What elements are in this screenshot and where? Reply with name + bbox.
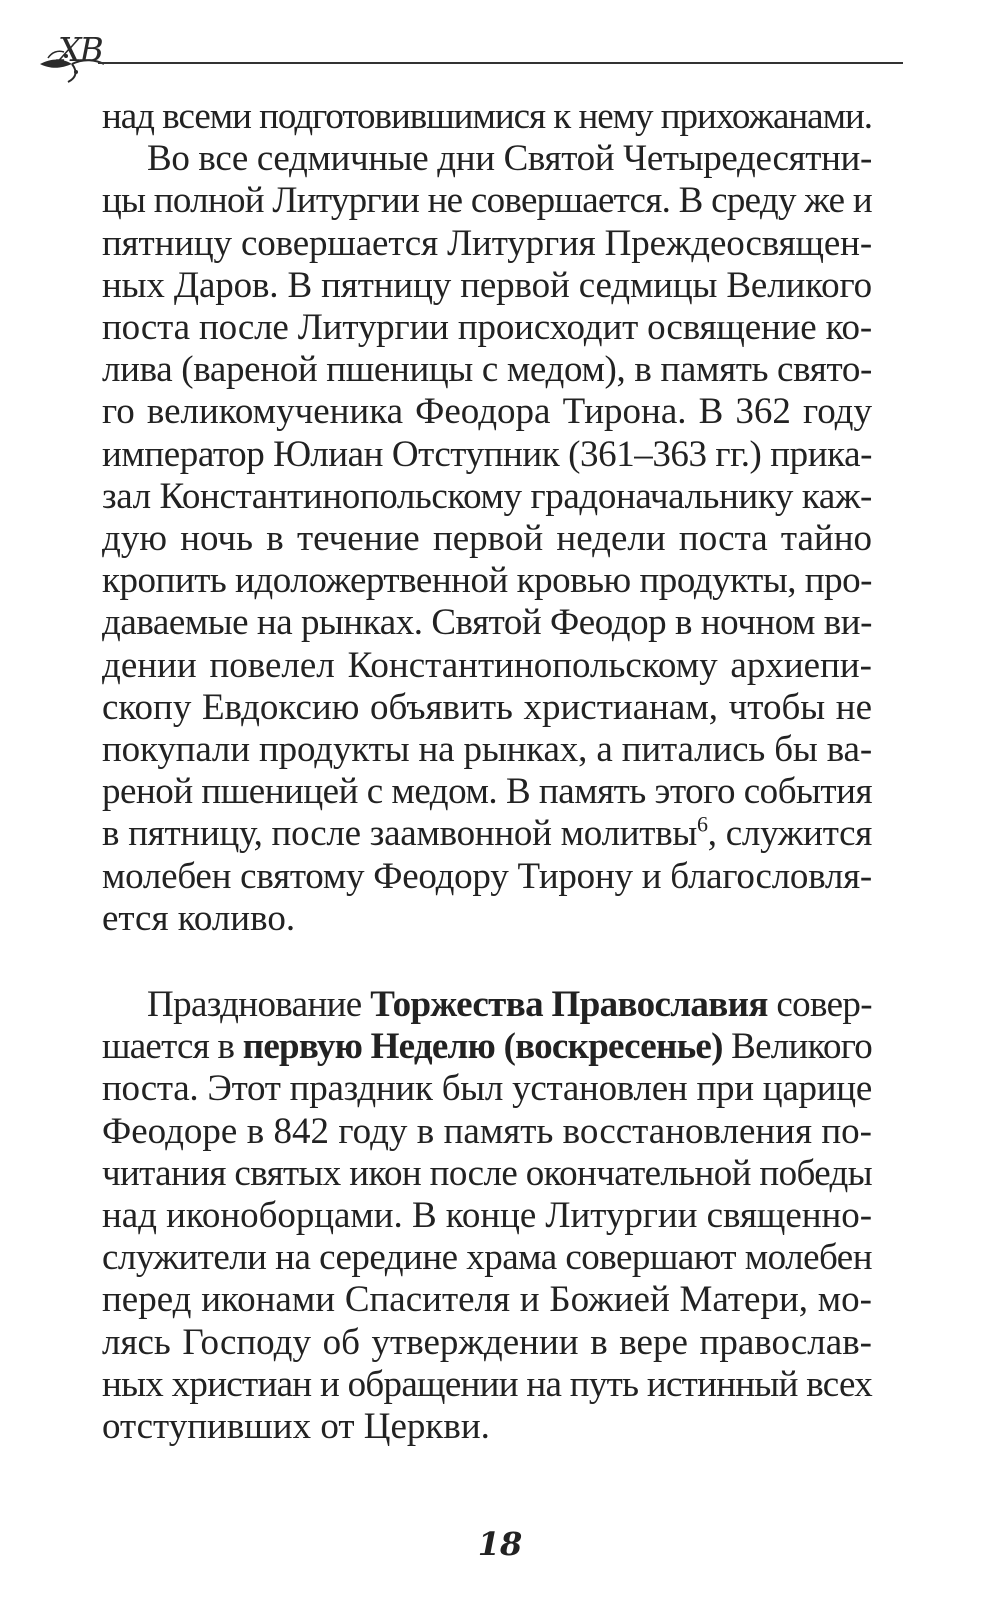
text-line: дении повелел Константинопольскому архиепи-	[102, 644, 872, 686]
bold-term: первую Неделю (воскресенье)	[242, 1026, 723, 1068]
text-line: лясь Господу об утверждении в вере православ-	[102, 1321, 872, 1363]
text-line: зал Константинопольскому градоначальнику каж-	[102, 475, 872, 517]
page-number: 18	[477, 1525, 523, 1563]
text-line: кропить идоложертвенной кровью продукты, про-	[102, 560, 872, 602]
text-line: Феодоре в 842 году в память восстановления по-	[102, 1110, 872, 1152]
text-line	[102, 813, 872, 855]
text-line: поста после Литургии происходит освящение ко-	[102, 307, 872, 349]
monogram-initials: ХВ	[58, 30, 102, 69]
text-line: покупали продукты на рынках, а питались бы ва-	[102, 729, 872, 771]
body-text	[102, 96, 872, 1448]
text-fragment: совер-	[767, 984, 872, 1026]
text-line: Во все седмичные дни Святой Четыредесятни-	[147, 138, 872, 180]
text-line: служители на середине храма совершают молебен	[102, 1237, 872, 1279]
text-line: отступивших от Церкви.	[102, 1406, 490, 1448]
text-line: поста. Этот праздник был установлен при царице	[102, 1068, 872, 1110]
text-fragment: в пятницу, после заамвонной молитвы	[102, 813, 698, 855]
text-line: молебен святому Феодору Тирону и благословля-	[102, 855, 872, 897]
text-line: ных христиан и обращении на путь истинный всех	[102, 1363, 872, 1405]
text-fragment: шается в	[102, 1026, 243, 1068]
text-fragment: , служится	[707, 813, 873, 855]
text-line: читания святых икон после окончательной победы	[102, 1152, 872, 1194]
text-line	[102, 1026, 872, 1068]
page-header	[38, 28, 903, 84]
text-line	[102, 984, 872, 1026]
bold-term: Торжества Православия	[370, 984, 768, 1026]
text-line: над иконоборцами. В конце Литургии священно-	[102, 1195, 872, 1237]
text-line: ется коливо.	[102, 897, 296, 939]
text-line: император Юлиан Отступник (361–363 гг.) прика-	[102, 433, 872, 475]
text-line: лива (вареной пшеницы с медом), в память свято-	[102, 349, 872, 391]
text-line: дую ночь в течение первой недели поста тайно	[102, 518, 872, 560]
text-fragment: Великого	[722, 1026, 872, 1068]
text-fragment: Празднование	[147, 984, 371, 1026]
text-line: пятницу совершается Литургия Преждеосвящен-	[102, 222, 872, 264]
paragraph-gap	[102, 940, 872, 984]
text-line: го великомученика Феодора Тирона. В 362 году	[102, 391, 872, 433]
text-line: реной пшеницей с медом. В память этого события	[102, 771, 872, 813]
text-line: ных Даров. В пятницу первой седмицы Великого	[102, 264, 872, 306]
text-line: цы полной Литургии не совершается. В среду же и	[102, 180, 872, 222]
header-rule	[98, 62, 903, 64]
text-line: перед иконами Спасителя и Божией Матери, мо-	[102, 1279, 872, 1321]
footnote-mark[interactable]: 6	[697, 812, 708, 838]
text-line: скопу Евдоксию объявить христианам, чтобы не	[102, 686, 872, 728]
text-line: над всеми подготовившимися к нему прихожанами.	[102, 96, 872, 137]
text-line: даваемые на рынках. Святой Феодор в ночном ви-	[102, 602, 872, 644]
